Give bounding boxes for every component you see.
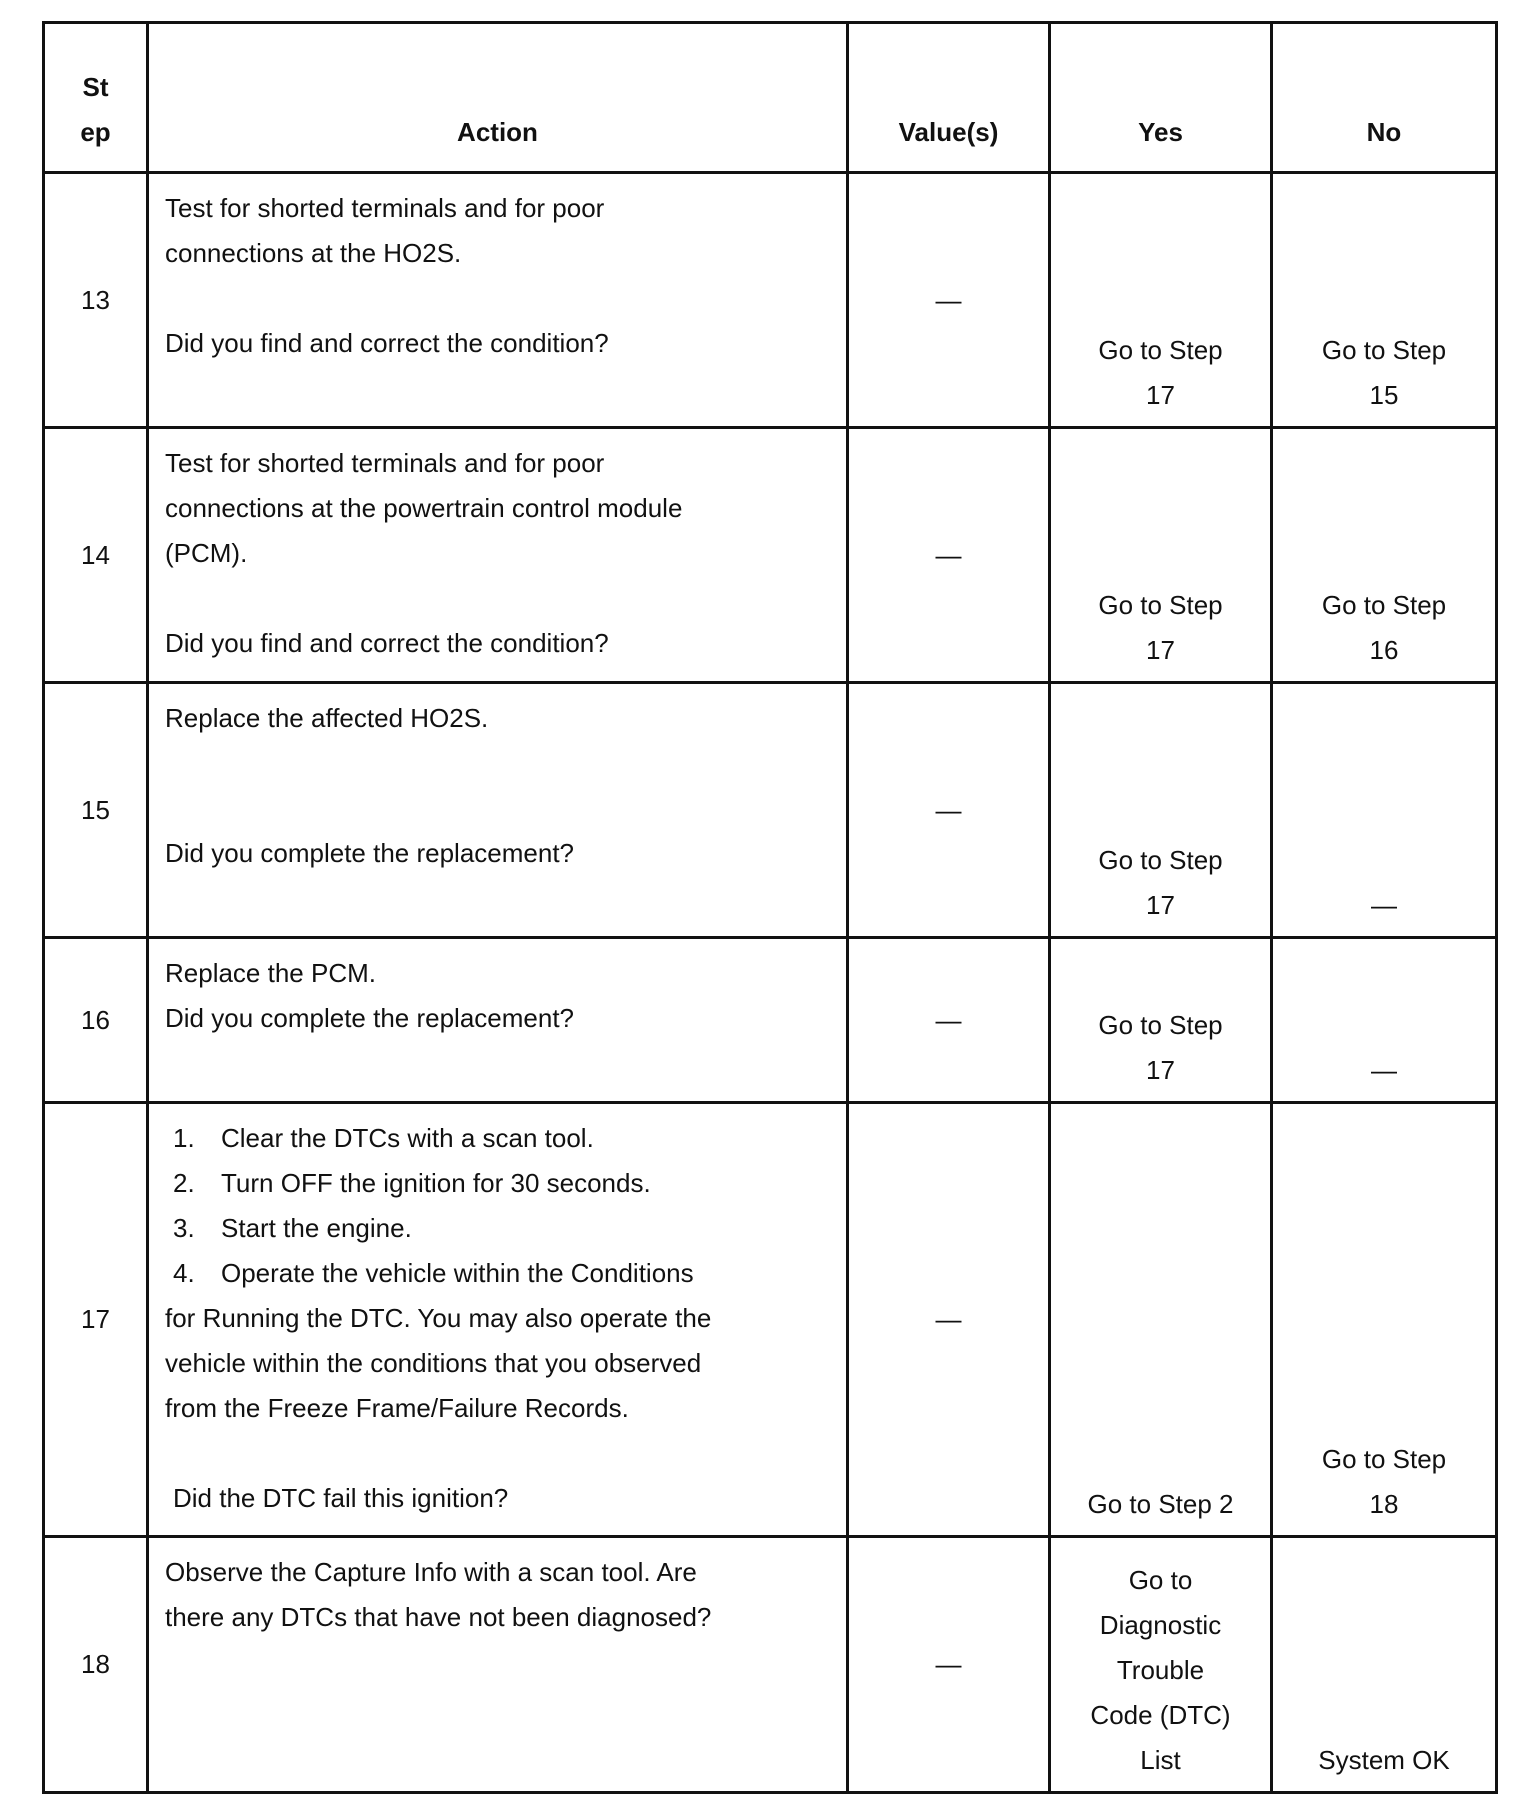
table-row bbox=[44, 1537, 1497, 1793]
value-cell: — bbox=[848, 1537, 1050, 1793]
no-cell: Go to Step 18 bbox=[1272, 1103, 1497, 1537]
step-number: 15 bbox=[44, 683, 148, 938]
no-cell: — bbox=[1272, 938, 1497, 1103]
action-question: Did you find and correct the condition? bbox=[165, 628, 609, 658]
action-question: Did you complete the replacement? bbox=[165, 1003, 575, 1033]
value-cell: — bbox=[848, 173, 1050, 428]
action-question: Did you complete the replacement? bbox=[165, 838, 575, 868]
no-cell: Go to Step 16 bbox=[1272, 428, 1497, 683]
list-item: 1. Clear the DTCs with a scan tool. bbox=[173, 1123, 594, 1153]
header-yes: Yes bbox=[1050, 23, 1272, 173]
header-row bbox=[44, 23, 1497, 173]
action-cell: Test for shorted terminals and for poor connections at the HO2S. Did you find and correct the condition? bbox=[148, 173, 848, 428]
table-row bbox=[44, 683, 1497, 938]
action-steps-list bbox=[165, 1116, 828, 1296]
value-cell: — bbox=[848, 938, 1050, 1103]
list-item: 3. Start the engine. bbox=[173, 1213, 412, 1243]
step-number: 13 bbox=[44, 173, 148, 428]
no-cell: — bbox=[1272, 683, 1497, 938]
action-cell: Observe the Capture Info with a scan tool. Are there any DTCs that have not been diagnosed? bbox=[148, 1537, 848, 1793]
list-item: 4. Operate the vehicle within the Conditions bbox=[173, 1258, 694, 1288]
no-cell: System OK bbox=[1272, 1537, 1497, 1793]
table-row bbox=[44, 428, 1497, 683]
yes-cell: Go to Step 2 bbox=[1050, 1103, 1272, 1537]
yes-cell: Go to Step 17 bbox=[1050, 428, 1272, 683]
yes-cell: Go to Diagnostic Trouble Code (DTC) List bbox=[1050, 1537, 1272, 1793]
action-question: Did you find and correct the condition? bbox=[165, 328, 609, 358]
list-item: 2. Turn OFF the ignition for 30 seconds. bbox=[173, 1168, 651, 1198]
table-row bbox=[44, 938, 1497, 1103]
yes-cell: Go to Step 17 bbox=[1050, 938, 1272, 1103]
table-row bbox=[44, 1103, 1497, 1537]
header-values: Value(s) bbox=[848, 23, 1050, 173]
header-no: No bbox=[1272, 23, 1497, 173]
value-cell: — bbox=[848, 1103, 1050, 1537]
action-question: Did the DTC fail this ignition? bbox=[173, 1483, 509, 1513]
action-cell: Replace the PCM. Did you complete the replacement? bbox=[148, 938, 848, 1103]
yes-cell: Go to Step 17 bbox=[1050, 683, 1272, 938]
step-number: 14 bbox=[44, 428, 148, 683]
value-cell: — bbox=[848, 683, 1050, 938]
action-cell: 1. Clear the DTCs with a scan tool. 2. Turn OFF the ignition for 30 seconds. 3. Start the engine. 4. Operate the vehicle within the Conditions for Running the DTC. You may also operate the vehicle within the conditions that you observed from the Freeze Frame/Failure Records. Did the DTC fail this ignition? bbox=[148, 1103, 848, 1537]
step-number: 18 bbox=[44, 1537, 148, 1793]
step-number: 17 bbox=[44, 1103, 148, 1537]
no-cell: Go to Step 15 bbox=[1272, 173, 1497, 428]
action-cell: Test for shorted terminals and for poor connections at the powertrain control module (PCM). Did you find and correct the condition? bbox=[148, 428, 848, 683]
action-cell: Replace the affected HO2S. Did you complete the replacement? bbox=[148, 683, 848, 938]
header-action: Action bbox=[148, 23, 848, 173]
yes-cell: Go to Step 17 bbox=[1050, 173, 1272, 428]
step-number: 16 bbox=[44, 938, 148, 1103]
table-row bbox=[44, 173, 1497, 428]
header-step: St ep bbox=[44, 23, 148, 173]
diagnostic-table bbox=[42, 21, 1498, 1794]
value-cell: — bbox=[848, 428, 1050, 683]
